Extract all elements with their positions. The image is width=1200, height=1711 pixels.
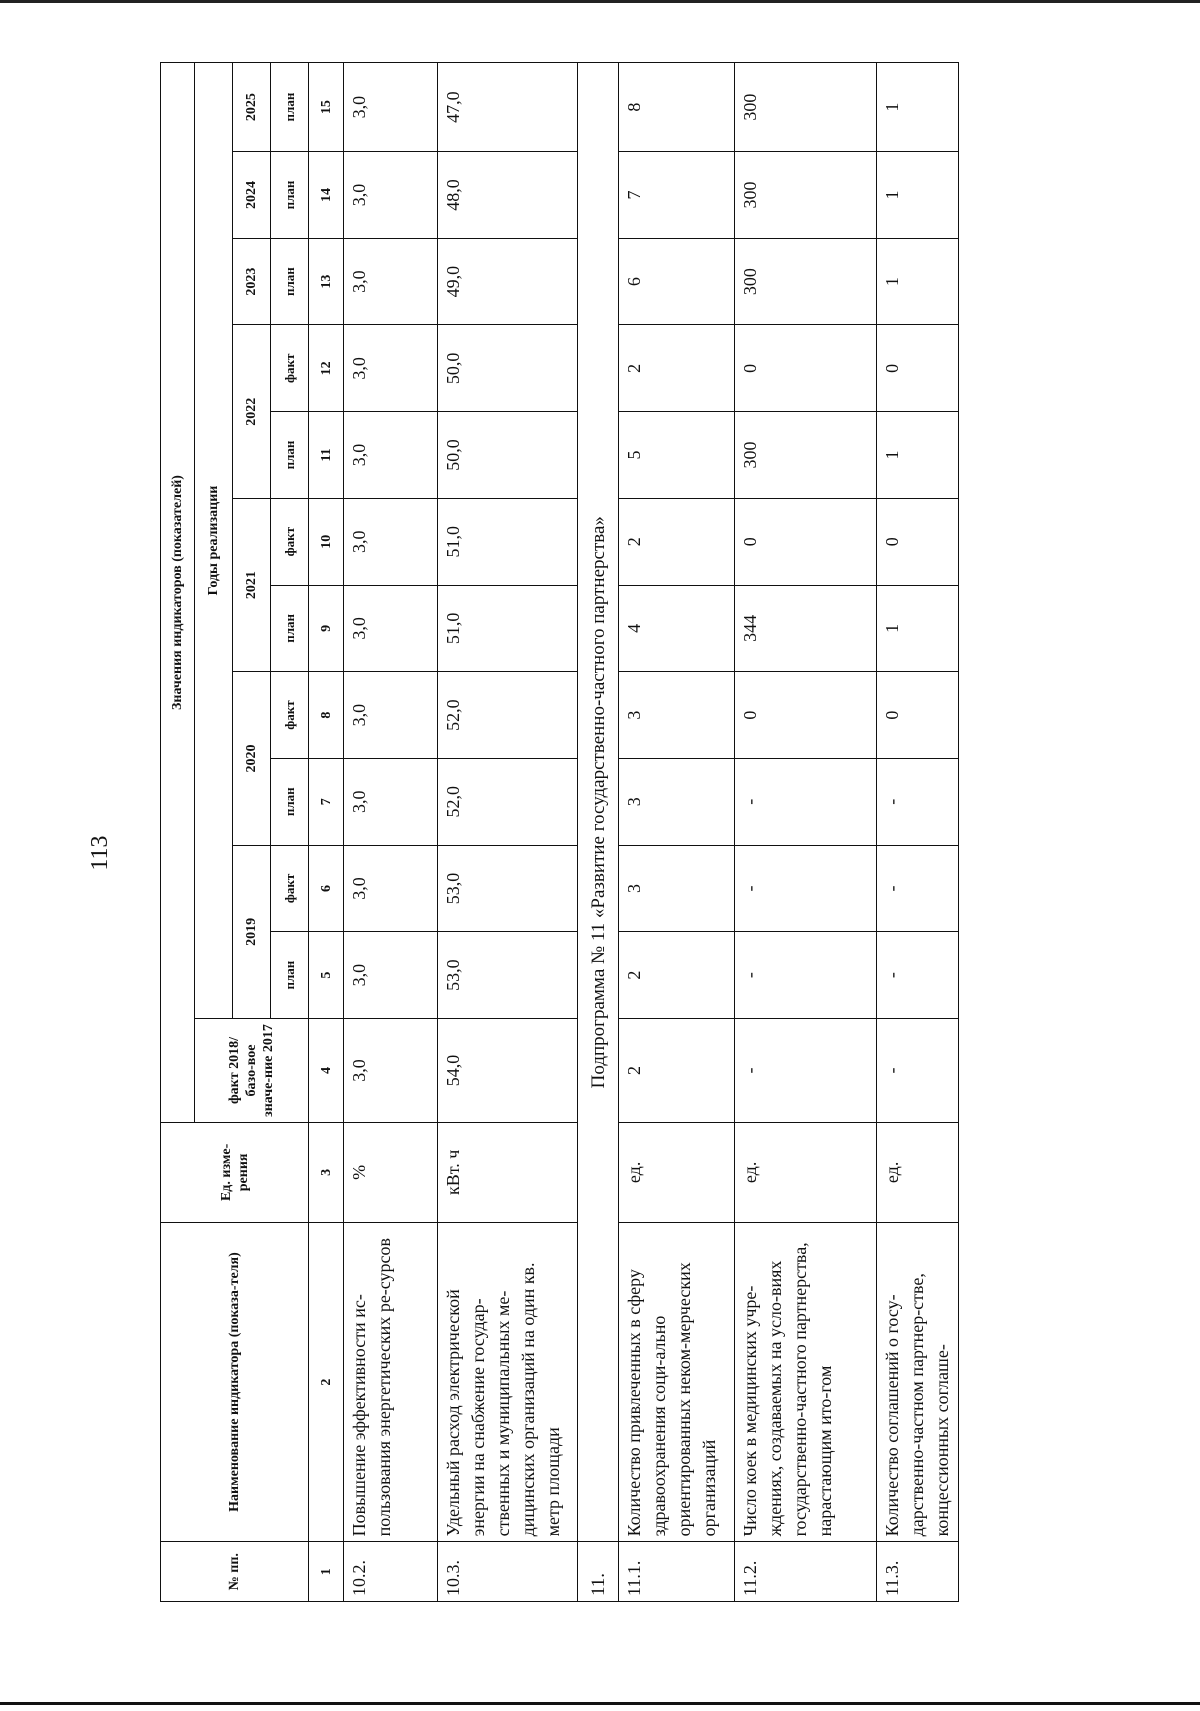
value-cell: 300 [735,152,877,239]
column-number: 13 [309,238,344,325]
indicator-name: Удельный расход электрической энергии на снабжение государ-ственных и муниципальных ме-дицинских организаций на один кв. метр площади [438,1222,578,1542]
header-no: № пп. [161,1542,309,1602]
header-year-2023: 2023 [233,238,271,325]
table-row [619,63,735,1602]
column-number: 8 [309,672,344,759]
table-row [344,63,438,1602]
unit-cell: ед. [619,1123,735,1223]
column-number: 1 [309,1542,344,1602]
value-cell: 8 [619,63,735,152]
value-cell: 5 [619,412,735,499]
value-cell: 3,0 [344,498,438,585]
value-cell: 53,0 [438,932,578,1019]
value-cell: 2 [619,932,735,1019]
value-cell: 0 [735,672,877,759]
value-cell: 3,0 [344,1019,438,1123]
value-cell: 0 [877,672,959,759]
value-cell: - [735,932,877,1019]
header-year-2021: 2021 [233,498,271,671]
header-sub: план [271,63,309,152]
table-row [735,63,877,1602]
top-border-line [0,0,1200,3]
value-cell: 3,0 [344,758,438,845]
value-cell: 1 [877,585,959,672]
header-sub: факт [271,325,309,412]
value-cell: 3 [619,672,735,759]
value-cell: 300 [735,238,877,325]
row-number: 11. [578,1542,619,1602]
header-unit: Ед. изме-рения [161,1123,309,1223]
value-cell: - [877,1019,959,1123]
value-cell: 51,0 [438,585,578,672]
rotated-table-sheet [160,62,1060,1602]
header-sub: план [271,152,309,239]
value-cell: 300 [735,412,877,499]
value-cell: 3,0 [344,238,438,325]
value-cell: 6 [619,238,735,325]
value-cell: 1 [877,63,959,152]
value-cell: 344 [735,585,877,672]
header-year-2019: 2019 [233,845,271,1018]
value-cell: 47,0 [438,63,578,152]
table-row [877,63,959,1602]
unit-cell: ед. [877,1123,959,1223]
row-number: 11.3. [877,1542,959,1602]
value-cell: 3,0 [344,585,438,672]
table-row [438,63,578,1602]
value-cell: 7 [619,152,735,239]
value-cell: 2 [619,1019,735,1123]
header-sub: факт [271,672,309,759]
indicator-name: Количество привлеченных в сферу здравоохранения соци-ально ориентированных неком-мерческих организаций [619,1222,735,1542]
unit-cell: кВт. ч [438,1123,578,1223]
value-cell: 0 [735,325,877,412]
header-sub: факт [271,498,309,585]
column-number: 3 [309,1123,344,1223]
header-year-2024: 2024 [233,152,271,239]
value-cell: 0 [735,498,877,585]
column-number: 6 [309,845,344,932]
header-sub: план [271,238,309,325]
row-number: 11.2. [735,1542,877,1602]
value-cell: 3,0 [344,845,438,932]
unit-cell: ед. [735,1123,877,1223]
indicators-table [160,62,959,1602]
value-cell: 51,0 [438,498,578,585]
column-number: 12 [309,325,344,412]
value-cell: 0 [877,325,959,412]
header-sub: факт [271,845,309,932]
row-number: 11.1. [619,1542,735,1602]
value-cell: 48,0 [438,152,578,239]
header-values-group: Значения индикаторов (показателей) [161,63,195,1123]
unit-cell: % [344,1123,438,1223]
header-year-2020: 2020 [233,672,271,845]
value-cell: 52,0 [438,672,578,759]
header-sub: план [271,758,309,845]
row-number: 10.2. [344,1542,438,1602]
column-number: 4 [309,1019,344,1123]
value-cell: 53,0 [438,845,578,932]
header-year-2025: 2025 [233,63,271,152]
value-cell: 3,0 [344,672,438,759]
value-cell: 50,0 [438,325,578,412]
indicator-name: Повышение эффективности ис-пользования энергетических ре-сурсов [344,1222,438,1542]
value-cell: 2 [619,498,735,585]
column-number: 7 [309,758,344,845]
value-cell: - [735,845,877,932]
value-cell: 3,0 [344,932,438,1019]
value-cell: 4 [619,585,735,672]
value-cell: 2 [619,325,735,412]
header-year-2022: 2022 [233,325,271,498]
value-cell: 3,0 [344,412,438,499]
value-cell: - [877,932,959,1019]
bottom-border-line [0,1702,1200,1705]
value-cell: - [877,758,959,845]
value-cell: 0 [877,498,959,585]
value-cell: 1 [877,238,959,325]
value-cell: 1 [877,412,959,499]
header-sub: план [271,932,309,1019]
column-number: 14 [309,152,344,239]
indicator-name: Количество соглашений о госу-дарственно-частном партнер-стве, концессионных соглаше- [877,1222,959,1542]
value-cell: 52,0 [438,758,578,845]
value-cell: 50,0 [438,412,578,499]
header-years-group: Годы реализации [195,63,233,1019]
value-cell: 300 [735,63,877,152]
header-sub: план [271,412,309,499]
row-number: 10.3. [438,1542,578,1602]
subprogram-title: Подпрограмма № 11 «Развитие государственно-частного партнерства» [578,63,619,1542]
value-cell: - [877,845,959,932]
column-number: 5 [309,932,344,1019]
column-number: 15 [309,63,344,152]
column-number: 11 [309,412,344,499]
value-cell: 1 [877,152,959,239]
indicator-name: Число коек в медицинских учре-ждениях, создаваемых на усло-виях государственно-частного партнерства, нарастающим ито-гом [735,1222,877,1542]
column-number: 9 [309,585,344,672]
header-sub: план [271,585,309,672]
header-base: факт 2018/базо-вое значе-ние 2017 [195,1019,309,1123]
value-cell: 54,0 [438,1019,578,1123]
column-numbers-row [309,63,344,1602]
column-number: 2 [309,1222,344,1542]
value-cell: 3 [619,845,735,932]
value-cell: - [735,1019,877,1123]
column-number: 10 [309,498,344,585]
value-cell: 49,0 [438,238,578,325]
value-cell: 3,0 [344,152,438,239]
value-cell: 3 [619,758,735,845]
header-name: Наименование индикатора (показа-теля) [161,1222,309,1542]
page-number: 113 [87,835,113,871]
value-cell: 3,0 [344,63,438,152]
subprogram-row [578,63,619,1602]
value-cell: 3,0 [344,325,438,412]
value-cell: - [735,758,877,845]
